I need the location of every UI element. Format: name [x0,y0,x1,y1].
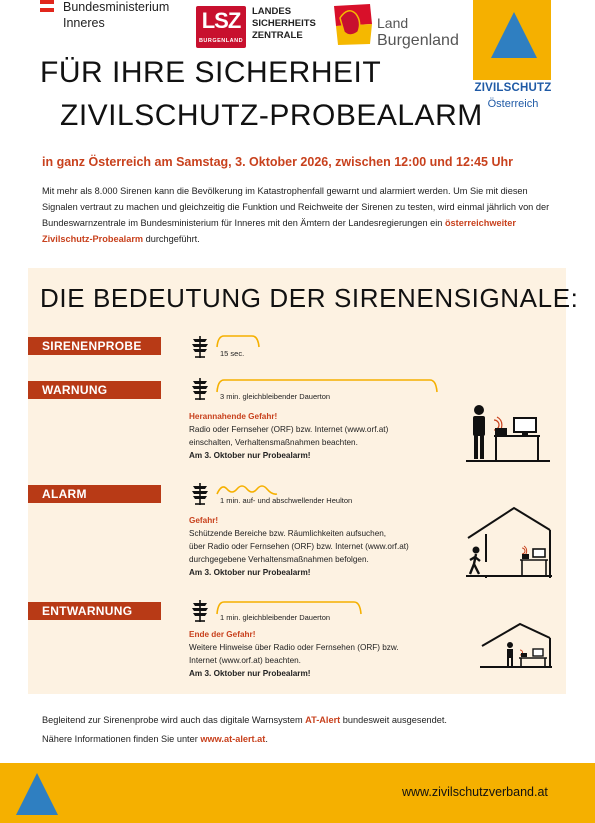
at-alert-link[interactable]: www.at-alert.at [200,734,266,744]
austrian-flag-icon [40,0,54,12]
signal-info-warnung [189,410,469,462]
signal-duration-alarm: 1 min. auf- und abschwellender Heulton [220,496,353,505]
date-heading: in ganz Österreich am Samstag, 3. Oktober 2026, zwischen 12:00 und 12:45 Uhr [42,155,514,169]
siren-icon [191,378,209,400]
at-alert-highlight: AT-Alert [305,715,341,725]
lsz-logo-letters: LSZ [201,8,241,33]
zivilschutz-country: Österreich [487,98,539,110]
siren-icon [191,600,209,622]
lsz-logo-region: BURGENLAND [198,38,244,44]
signals-title: DIE BEDEUTUNG DER SIRENENSIGNALE: [40,283,579,313]
page-title-line2: ZIVILSCHUTZ-PROBEALARM [60,99,483,132]
signal-head-warnung: Herannahende Gefahr! [189,412,278,421]
lsz-logo [196,6,246,48]
at-alert-line [42,714,447,727]
zivilschutz-name: ZIVILSCHUTZ [474,82,552,94]
zivilschutz-triangle-icon [489,10,539,60]
signal-label-alarm: ALARM [28,485,161,503]
signal-info-entwarnung [189,628,469,680]
intro-text: Mit mehr als 8.000 Sirenen kann die Bevölkerung im Katastrophenfall gewarnt und alarmiert werden. Um Sie mit diesen Signalen vertraut zu machen und gleichzeitig die Funktion und Reichweite der Sirenen zu testen, wird einmal jährlich von der Bundeswarnzentrale im Bundesministerium für Inneres mit den Ämtern der Landesregierungen ein [42,186,550,228]
signal-head-alarm: Gefahr! [189,516,219,525]
house-standing-person-illustration [480,622,552,668]
info-link-line [42,733,268,746]
signal-head-entwarnung: Ende der Gefahr! [189,630,256,639]
siren-icon [191,336,209,358]
person-radio-tv-illustration [466,404,550,464]
signal-line: Internet (www.orf.at) beachten. [189,656,301,665]
footer-text: Nähere Informationen finden Sie unter [42,734,201,744]
lsz-line1: LANDES [252,6,292,17]
intro-paragraph [42,183,557,247]
lsz-logo-text [252,6,316,42]
ministry-logo-text [63,0,169,31]
signal-wave-warnung [216,377,438,393]
signal-line: über Radio oder Fernsehen (ORF) bzw. Internet (www.orf.at) [189,542,409,551]
signal-label-warnung: WARNUNG [28,381,161,399]
signal-note-warnung: Am 3. Oktober nur Probealarm! [189,451,311,460]
signal-info-alarm [189,514,469,579]
signal-wave-alarm [216,482,278,496]
signal-line: durchgegebene Verhaltensmaßnahmen befolgen. [189,555,369,564]
lsz-line2: SICHERHEITS [252,18,316,29]
signal-label-sirenenprobe: SIRENENPROBE [28,337,161,355]
signal-label-entwarnung: ENTWARNUNG [28,602,161,620]
siren-icon [191,483,209,505]
signal-duration-warnung: 3 min. gleichbleibender Dauerton [220,392,331,401]
zivilschutz-triangle-icon [14,771,60,817]
footer-text: Begleitend zur Sirenenprobe wird auch das digitale Warnsystem [42,715,306,725]
signal-duration-sirenenprobe: 15 sec. [220,349,245,358]
signal-duration-entwarnung: 1 min. gleichbleibender Dauerton [220,613,331,622]
website-link[interactable]: www.zivilschutzverband.at [402,785,548,799]
burgenland-flag-icon [330,2,374,46]
house-walking-person-illustration [466,502,552,578]
signal-note-alarm: Am 3. Oktober nur Probealarm! [189,568,311,577]
signal-note-entwarnung: Am 3. Oktober nur Probealarm! [189,669,311,678]
ministry-line1: Bundesministerium [63,0,170,14]
footer-text: . [265,734,268,744]
lsz-line3: ZENTRALE [252,30,303,41]
land-line2: Burgenland [377,32,459,49]
land-line1: Land [377,15,409,31]
signal-line: Weitere Hinweise über Radio oder Fernsehen (ORF) bzw. [189,643,399,652]
signal-line: einschalten, Verhaltensmaßnahmen beachten. [189,438,358,447]
intro-text-end: durchgeführt. [143,234,200,244]
intro-highlight: österreichweiter Zivilschutz-Probealarm [42,218,516,244]
page-title-line1: FÜR IHRE SICHERHEIT [40,56,382,89]
signal-line: Radio oder Fernseher (ORF) bzw. Internet (www.orf.at) [189,425,389,434]
signal-wave-sirenenprobe [216,334,260,348]
footer-text: bundesweit ausgesendet. [340,715,447,725]
land-burgenland-logo-text [377,15,459,49]
signal-line: Schützende Bereiche bzw. Räumlichkeiten aufsuchen, [189,529,387,538]
ministry-line2: Inneres [63,16,105,30]
